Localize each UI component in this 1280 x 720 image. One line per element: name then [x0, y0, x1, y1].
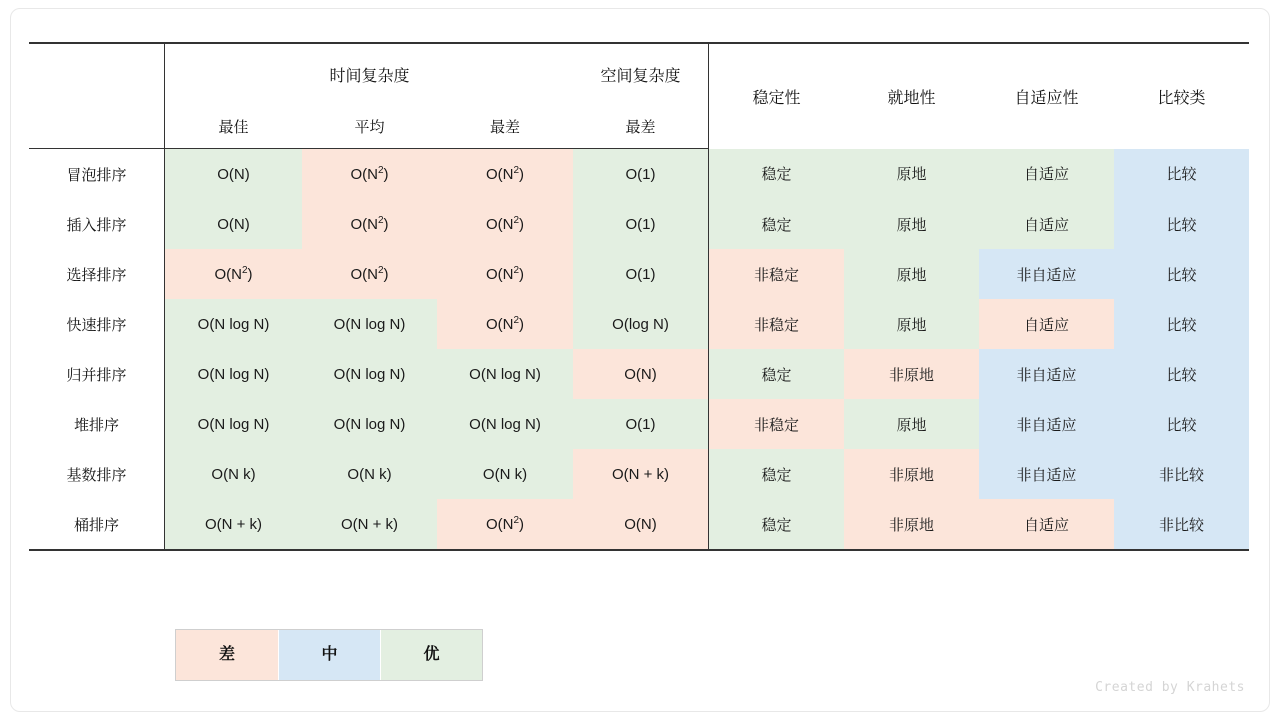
- cell-adaptive: 非自适应: [979, 399, 1114, 449]
- table-row: [29, 349, 1249, 399]
- cell-time-average: $O(N^2)$: [302, 149, 437, 200]
- table-row: [29, 499, 1249, 550]
- header-comparison: 比较类: [1114, 43, 1249, 149]
- cell-comparison: 比较: [1114, 399, 1249, 449]
- table-row: [29, 399, 1249, 449]
- cell-time-average: O(N log N): [302, 399, 437, 449]
- cell-space-worst: O(1): [573, 399, 709, 449]
- cell-comparison: 比较: [1114, 199, 1249, 249]
- cell-time-worst: $O(N^2)$: [437, 299, 573, 349]
- cell-time-best: O(N + k): [165, 499, 303, 550]
- cell-in-place: 原地: [844, 399, 979, 449]
- cell-comparison: 非比较: [1114, 449, 1249, 499]
- cell-stability: 非稳定: [709, 399, 845, 449]
- row-algorithm-name: 冒泡排序: [66, 166, 127, 184]
- header-in-place: 就地性: [844, 43, 979, 149]
- cell-stability: 稳定: [709, 499, 845, 550]
- table-row: [29, 449, 1249, 499]
- legend: [175, 629, 483, 681]
- cell-in-place: 原地: [844, 199, 979, 249]
- cell-time-average: O(N + k): [302, 499, 437, 550]
- cell-time-average: $O(N^2)$: [302, 199, 437, 249]
- cell-time-worst: O(N log N): [437, 349, 573, 399]
- sorting-algorithms-comparison-table: [29, 42, 1249, 551]
- cell-time-worst: $O(N^2)$: [437, 249, 573, 299]
- cell-in-place: 原地: [844, 149, 979, 200]
- header-time-complexity-spacer: [165, 43, 303, 104]
- cell-adaptive: 非自适应: [979, 249, 1114, 299]
- cell-in-place: 非原地: [844, 449, 979, 499]
- cell-time-best: O(N log N): [165, 349, 303, 399]
- legend-good: 优: [380, 630, 482, 680]
- subheader-average: 平均: [302, 104, 437, 149]
- cell-time-average: O(N k): [302, 449, 437, 499]
- table-body: [29, 149, 1249, 551]
- cell-adaptive: 自适应: [979, 149, 1114, 200]
- cell-time-best: O(N): [165, 199, 303, 249]
- table-header-group-row: [29, 43, 1249, 104]
- subheader-corner-empty: [29, 104, 165, 149]
- cell-space-worst: O(1): [573, 249, 709, 299]
- row-algorithm-name: 基数排序: [66, 466, 127, 484]
- cell-space-worst: O(1): [573, 149, 709, 200]
- cell-time-best: O(N log N): [165, 299, 303, 349]
- header-time-complexity: 时间复杂度: [302, 43, 437, 104]
- cell-in-place: 原地: [844, 299, 979, 349]
- cell-stability: 非稳定: [709, 299, 845, 349]
- row-algorithm-name: 选择排序: [66, 266, 127, 284]
- table-row: [29, 199, 1249, 249]
- cell-in-place: 原地: [844, 249, 979, 299]
- cell-comparison: 比较: [1114, 249, 1249, 299]
- cell-comparison: 比较: [1114, 149, 1249, 200]
- cell-time-worst: $O(N^2)$: [437, 199, 573, 249]
- legend-medium: 中: [278, 630, 380, 680]
- cell-stability: 非稳定: [709, 249, 845, 299]
- cell-time-worst: O(N log N): [437, 399, 573, 449]
- header-space-complexity: 空间复杂度: [573, 43, 709, 104]
- row-algorithm-name: 插入排序: [66, 216, 127, 234]
- cell-in-place: 非原地: [844, 349, 979, 399]
- cell-adaptive: 自适应: [979, 199, 1114, 249]
- cell-adaptive: 非自适应: [979, 449, 1114, 499]
- cell-time-best: O(N): [165, 149, 303, 200]
- cell-comparison: 比较: [1114, 349, 1249, 399]
- subheader-worst: 最差: [437, 104, 573, 149]
- subheader-space-worst: 最差: [573, 104, 709, 149]
- cell-time-worst: $O(N^2)$: [437, 499, 573, 550]
- cell-stability: 稳定: [709, 449, 845, 499]
- cell-time-average: $O(N^2)$: [302, 249, 437, 299]
- table-row: [29, 299, 1249, 349]
- row-algorithm-name: 堆排序: [73, 416, 119, 434]
- cell-time-worst: $O(N^2)$: [437, 149, 573, 200]
- cell-stability: 稳定: [709, 149, 845, 200]
- subheader-best: 最佳: [165, 104, 303, 149]
- cell-adaptive: 自适应: [979, 299, 1114, 349]
- legend-poor: 差: [176, 630, 278, 680]
- cell-space-worst: O(log N): [573, 299, 709, 349]
- cell-time-best: O(N k): [165, 449, 303, 499]
- cell-time-average: O(N log N): [302, 299, 437, 349]
- cell-comparison: 非比较: [1114, 499, 1249, 550]
- cell-comparison: 比较: [1114, 299, 1249, 349]
- header-time-complexity-spacer-2: [437, 43, 573, 104]
- cell-stability: 稳定: [709, 349, 845, 399]
- cell-adaptive: 非自适应: [979, 349, 1114, 399]
- cell-space-worst: O(N): [573, 349, 709, 399]
- cell-time-worst: O(N k): [437, 449, 573, 499]
- table-row: [29, 149, 1249, 200]
- cell-adaptive: 自适应: [979, 499, 1114, 550]
- credit-text: Created by Krahets: [1095, 680, 1245, 695]
- header-stability: 稳定性: [709, 43, 845, 149]
- row-algorithm-name: 归并排序: [66, 366, 127, 384]
- cell-space-worst: O(1): [573, 199, 709, 249]
- header-adaptive: 自适应性: [979, 43, 1114, 149]
- cell-stability: 稳定: [709, 199, 845, 249]
- table-row: [29, 249, 1249, 299]
- cell-space-worst: O(N): [573, 499, 709, 550]
- row-algorithm-name: 桶排序: [29, 499, 165, 550]
- cell-space-worst: O(N + k): [573, 449, 709, 499]
- cell-time-best: O(N log N): [165, 399, 303, 449]
- content-card: [10, 8, 1270, 712]
- cell-in-place: 非原地: [844, 499, 979, 550]
- row-algorithm-name: 快速排序: [66, 316, 127, 334]
- cell-time-average: O(N log N): [302, 349, 437, 399]
- cell-time-best: $O(N^2)$: [165, 249, 303, 299]
- header-corner-empty: [29, 43, 165, 104]
